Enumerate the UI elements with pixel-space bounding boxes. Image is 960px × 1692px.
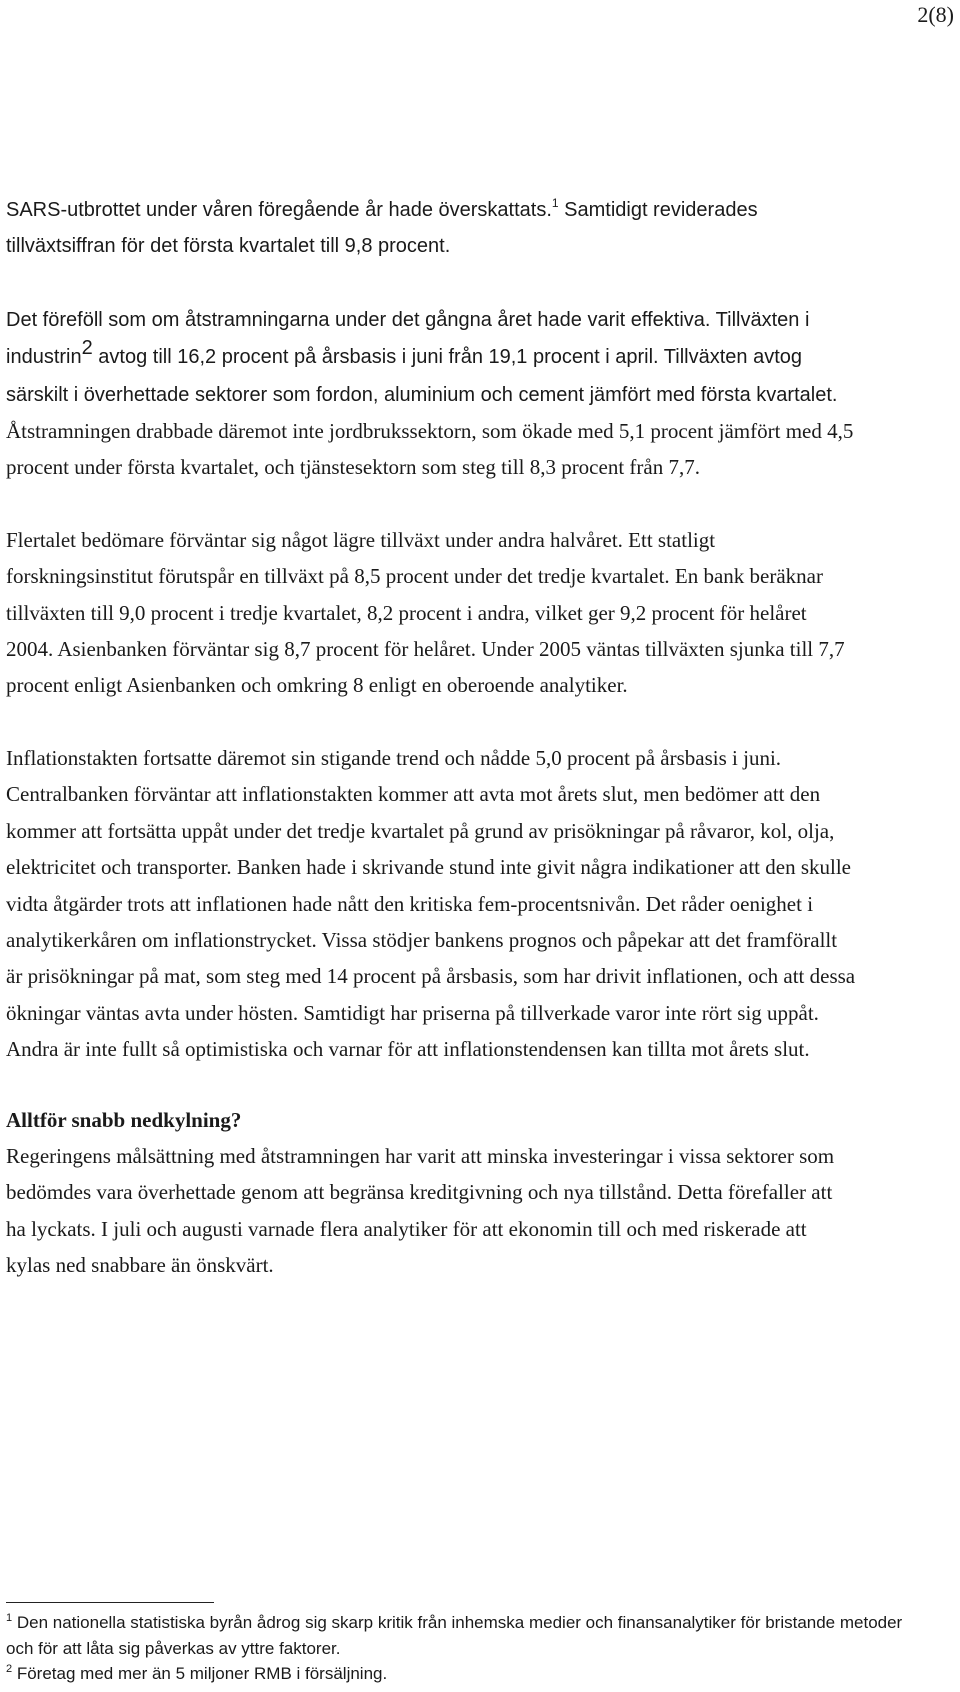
- section-heading: Alltför snabb nedkylning?: [6, 1107, 242, 1132]
- footnote-1: [6, 1610, 906, 1661]
- footnote-number: 2: [6, 1663, 13, 1675]
- footnote-ref-2[interactable]: 2: [81, 337, 93, 360]
- footnote-ref-1[interactable]: 1: [551, 196, 559, 210]
- footnote-text: Den nationella statistiska byrån ådrog sig skarp kritik från inhemska medier och finansanalytiker för bristande metoder och för att låta sig påverkas av yttre faktorer.: [6, 1613, 903, 1658]
- paragraph-text: Samtidigt reviderades tillväxtsiffran för det första kvartalet till 9,8 procent.: [6, 199, 758, 258]
- document-body: [6, 192, 856, 1284]
- paragraph-text: Åtstramningen drabbade däremot inte jordbrukssektorn, som ökade med 5,1 procent jämfört med 4,5 procent under första kvartalet, och tjänstesektorn som steg till 8,3 procent från 7,7.: [6, 419, 854, 480]
- paragraph-forecast: Flertalet bedömare förväntar sig något lägre tillväxt under andra halvåret. Ett statligt forskningsinstitut förutspår en tillväxt på 8,5 procent under det tredje kvartalet. En bank beräknar tillväxten till 9,0 procent i tredje kvartalet, 8,2 procent i andra, vilket ger 9,2 procent för helåret 2004. Asienbanken förväntar sig 8,7 procent för helåret. Under 2005 väntas tillväxten sjunka till 7,7 procent enligt Asienbanken och omkring 8 enligt en oberoende analytiker.: [6, 527, 845, 698]
- footnote-number: 1: [6, 1612, 13, 1624]
- footnote-text: Företag med mer än 5 miljoner RMB i försäljning.: [12, 1664, 388, 1683]
- footnote-divider: [6, 1602, 214, 1603]
- paragraph-text: avtog till 16,2 procent på årsbasis i juni från 19,1 procent i april. Tillväxten avtog särskilt i överhettade sektorer som fordon, aluminium och cement jämfört med första kvartalet.: [6, 346, 838, 406]
- page-number: 2(8): [917, 2, 954, 27]
- footnotes: [6, 1610, 906, 1687]
- paragraph-text: SARS-utbrottet under våren föregående år hade överskattats.: [6, 199, 552, 221]
- paragraph-text: Det föreföll som om åtstramningarna under det gångna året hade varit effektiva. Tillväxten i industrin: [6, 308, 810, 369]
- paragraph-industry: [6, 301, 856, 486]
- paragraph-inflation: Inflationstakten fortsatte däremot sin stigande trend och nådde 5,0 procent på årsbasis i juni. Centralbanken förväntar att inflationstakten kommer att avta mot årets slut, men bedömer att den kommer att fortsätta uppåt under det tredje kvartalet på grund av prisökningar på råvaror, kol, olja, elektricitet och transporter. Banken hade i skrivande stund inte givit några indikationer att den skulle vidta åtgärder trots att inflationen hade nått den kritiska fem-procentsnivån. Det råder oenighet i analytikerkåren om inflationstrycket. Vissa stödjer bankens prognos och påpekar att det framförallt är prisökningar på mat, som steg med 14 procent på årsbasis, som har drivit inflationen, och att dessa ökningar väntas avta under hösten. Samtidigt har priserna på tillverkade varor inte rört sig uppåt. Andra är inte fullt så optimistiska och varnar för att inflationstendensen kan tillta mot årets slut.: [6, 745, 856, 1062]
- paragraph-cooling: Regeringens målsättning med åtstramningen har varit att minska investeringar i vissa sektorer som bedömdes vara överhettade genom att begränsa kreditgivning och nya tillstånd. Detta förefaller att ha lyckats. I juli och augusti varnade flera analytiker för att ekonomin till och med riskerade att kylas ned snabbare än önskvärt.: [6, 1143, 835, 1278]
- footnote-2: [6, 1661, 906, 1687]
- paragraph-sars: [6, 192, 856, 265]
